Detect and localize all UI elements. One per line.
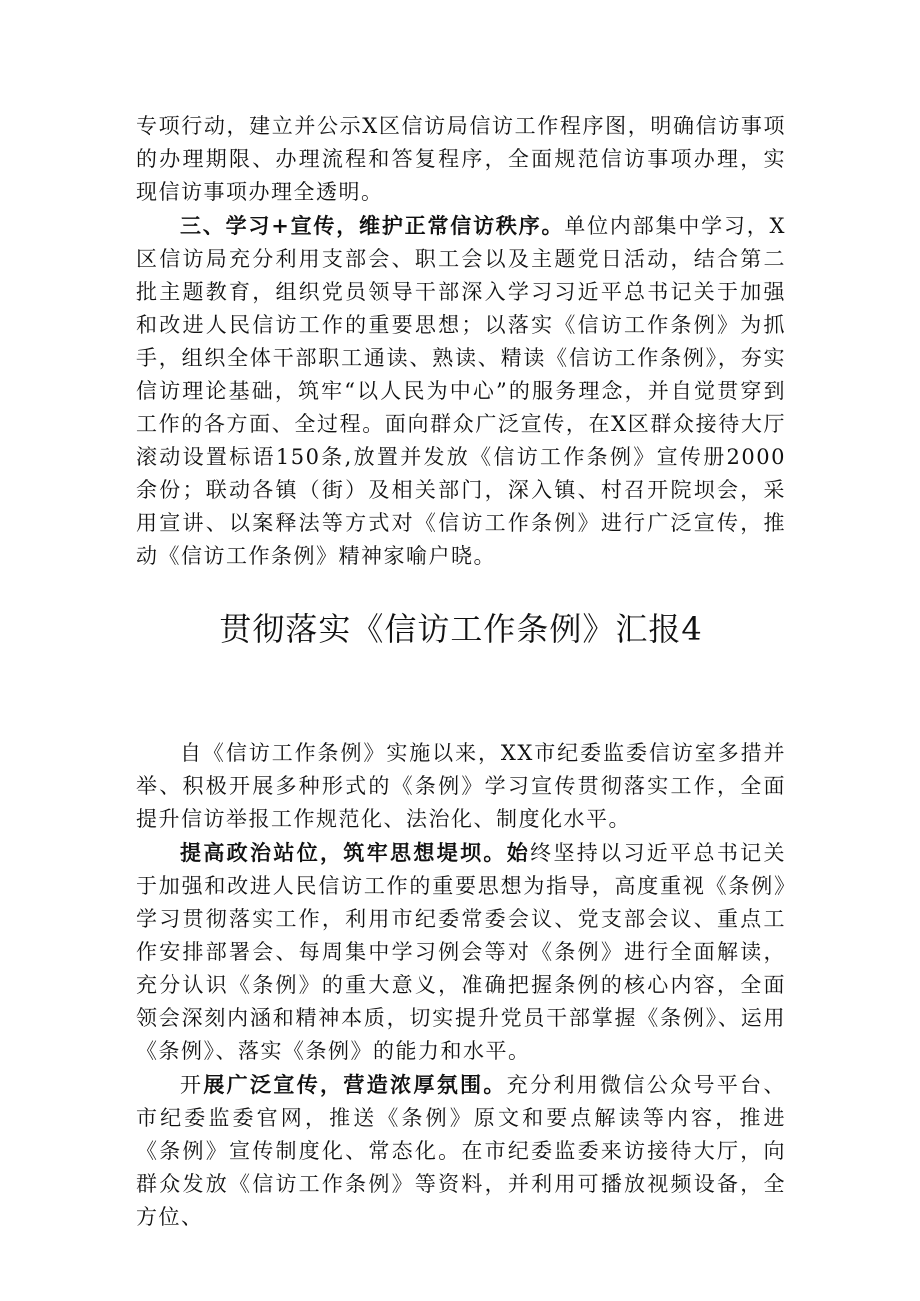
title-spacer bbox=[136, 651, 786, 737]
point-one-paragraph bbox=[136, 836, 786, 1068]
point-two-lead: 开 bbox=[180, 1073, 204, 1097]
intro-text: 自《信访工作条例》实施以来，XX市纪委监委信访室多措并举、积极开展多种形式的《条例》学习宣传贯彻落实工作，全面提升信访举报工作规范化、法治化、制度化水平。 bbox=[136, 741, 786, 831]
section-three-body: 单位内部集中学习，X区信访局充分利用支部会、职工会以及主题党日活动，结合第二批主题教育，组织党员领导干部深入学习习近平总书记关于加强和改进人民信访工作的重要思想；以落实《信访工作条例》为抓手，组织全体干部职工通读、熟读、精读《信访工作条例》，夯实信访理论基础，筑牢“以人民为中心”的服务理念，并自觉贯穿到工作的各方面、全过程。面向群众广泛宣传，在X区群众接待大厅滚动设置标语150条,放置并发放《信访工作条例》宣传册2000余份；联动各镇（街）及相关部门，深入镇、村召开院坝会，采用宣讲、以案释法等方式对《信访工作条例》进行广泛宣传，推动《信访工作条例》精神家喻户晓。 bbox=[136, 214, 786, 568]
point-one-heading: 提高政治站位，筑牢思想堤坝。始 bbox=[180, 840, 531, 865]
intro-paragraph bbox=[136, 737, 786, 836]
continuation-text: 专项行动，建立并公示X区信访局信访工作程序图，明确信访事项的办理期限、办理流程和答复程序，全面规范信访事项办理，实现信访事项办理全透明。 bbox=[136, 114, 786, 204]
document-page bbox=[136, 110, 786, 1234]
report-title: 贯彻落实《信访工作条例》汇报4 bbox=[219, 610, 703, 648]
point-one-body: 终坚持以习近平总书记关于加强和改进人民信访工作的重要思想为指导，高度重视《条例》学习贯彻落实工作，利用市纪委常委会议、党支部会议、重点工作安排部署会、每周集中学习例会等对《条例》进行全面解读，充分认识《条例》的重大意义，准确把握条例的核心内容，全面领会深刻内涵和精神本质，切实提升党员干部掌握《条例》、运用《条例》、落实《条例》的能力和水平。 bbox=[136, 841, 787, 1063]
point-two-body: 充分利用微信公众号平台、市纪委监委官网，推送《条例》原文和要点解读等内容，推进《条例》宣传制度化、常态化。在市纪委监委来访接待大厅，向群众发放《信访工作条例》等资料，并利用可播放视频设备，全方位、 bbox=[136, 1073, 787, 1229]
section-three-heading: 三、学习+宣传，维护正常信访秩序。 bbox=[180, 213, 565, 238]
section-three-paragraph bbox=[136, 209, 786, 573]
point-two-paragraph bbox=[136, 1068, 786, 1234]
continuation-paragraph bbox=[136, 110, 786, 209]
point-two-heading: 展广泛宣传，营造浓厚氛围。 bbox=[203, 1072, 507, 1097]
